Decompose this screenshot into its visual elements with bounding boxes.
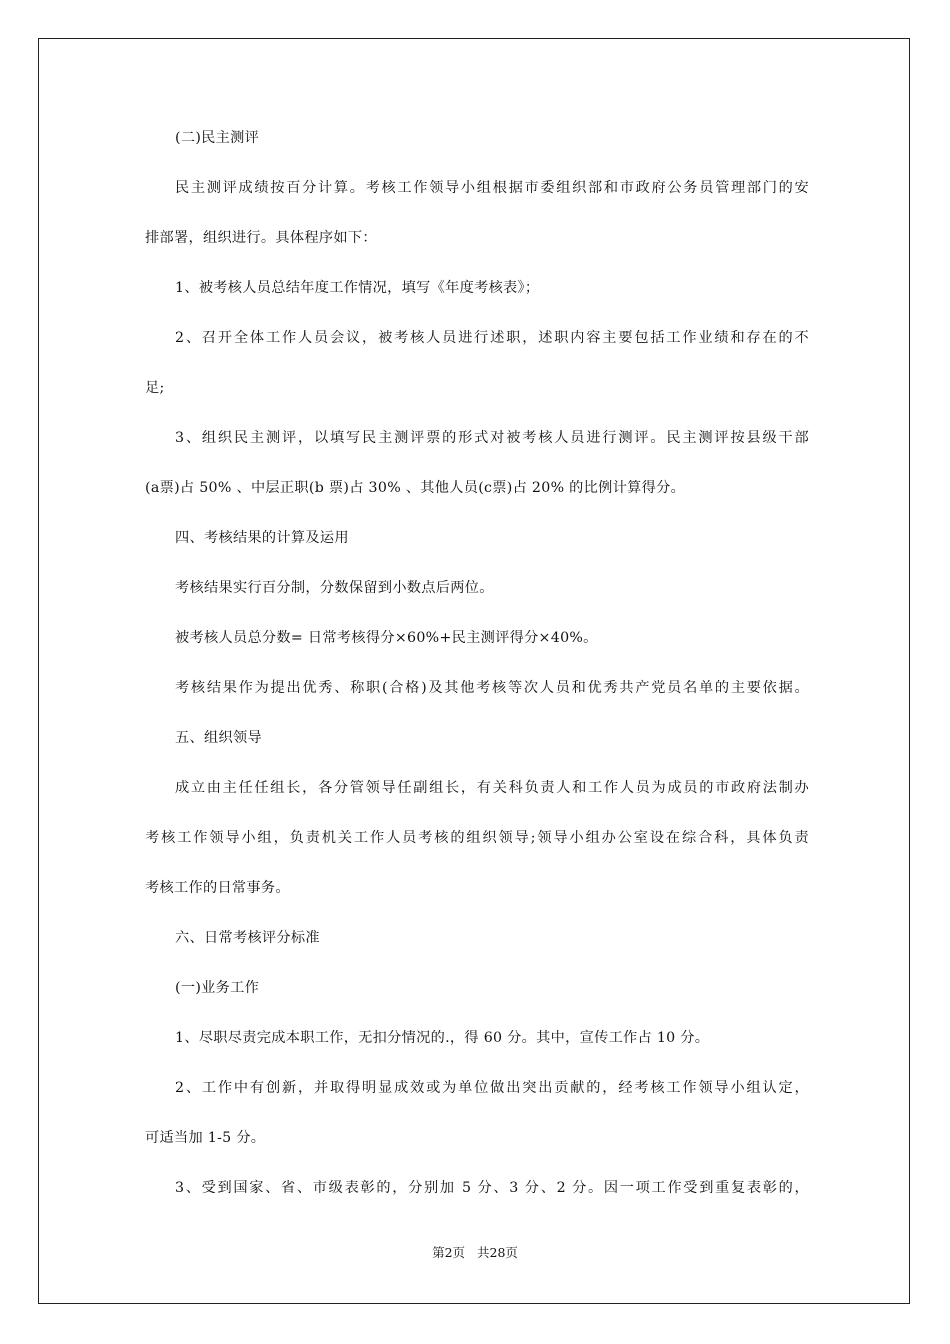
paragraph-line: 排部署，组织进行。具体程序如下： — [145, 230, 377, 246]
paragraph-line: 考核工作的日常事务。 — [145, 880, 290, 896]
paragraph-line: 足; — [145, 380, 165, 396]
page-number: 第2页 — [432, 1245, 466, 1260]
paragraph-line: 可适当加 1-5 分。 — [145, 1130, 266, 1146]
list-item: 3、组织民主测评，以填写民主测评票的形式对被考核人员进行测评。民主测评按县级干部 — [175, 430, 809, 446]
section-heading: 五、组织领导 — [175, 730, 262, 746]
list-item: 1、被考核人员总结年度工作情况，填写《年度考核表》； — [175, 280, 540, 296]
page-total: 共28页 — [477, 1245, 518, 1260]
paragraph-line: 考核结果实行百分制，分数保留到小数点后两位。 — [175, 580, 494, 596]
paragraph-line: 考核工作领导小组，负责机关工作人员考核的组织领导;领导小组办公室设在综合科，具体负责 — [145, 830, 809, 846]
paragraph-line: 考核结果作为提出优秀、称职(合格)及其他考核等次人员和优秀共产党员名单的主要依据。 — [175, 680, 809, 696]
section-heading: 四、考核结果的计算及运用 — [175, 530, 349, 546]
list-item: 1、尽职尽责完成本职工作，无扣分情况的.，得 60 分。其中，宣传工作占 10 分。 — [175, 1030, 710, 1046]
paragraph-line: (a票)占 50% 、中层正职(b 票)占 30% 、其他人员(c票)占 20% 的比例计算得分。 — [145, 480, 686, 496]
section-heading: (二)民主测评 — [175, 130, 260, 146]
subsection-heading: (一)业务工作 — [175, 980, 260, 996]
section-heading: 六、日常考核评分标准 — [175, 930, 320, 946]
list-item: 2、工作中有创新，并取得明显成效或为单位做出突出贡献的，经考核工作领导小组认定， — [175, 1080, 809, 1096]
list-item: 3、受到国家、省、市级表彰的，分别加 5 分、3 分、2 分。因一项工作受到重复表彰的， — [175, 1180, 809, 1196]
formula-line: 被考核人员总分数= 日常考核得分×60%+民主测评得分×40%。 — [175, 630, 598, 646]
paragraph-line: 民主测评成绩按百分计算。考核工作领导小组根据市委组织部和市政府公务员管理部门的安 — [175, 180, 809, 196]
paragraph-line: 成立由主任任组长，各分管领导任副组长，有关科负责人和工作人员为成员的市政府法制办 — [175, 780, 809, 796]
list-item: 2、召开全体工作人员会议，被考核人员进行述职，述职内容主要包括工作业绩和存在的不 — [175, 330, 809, 346]
page-footer — [0, 1244, 950, 1262]
